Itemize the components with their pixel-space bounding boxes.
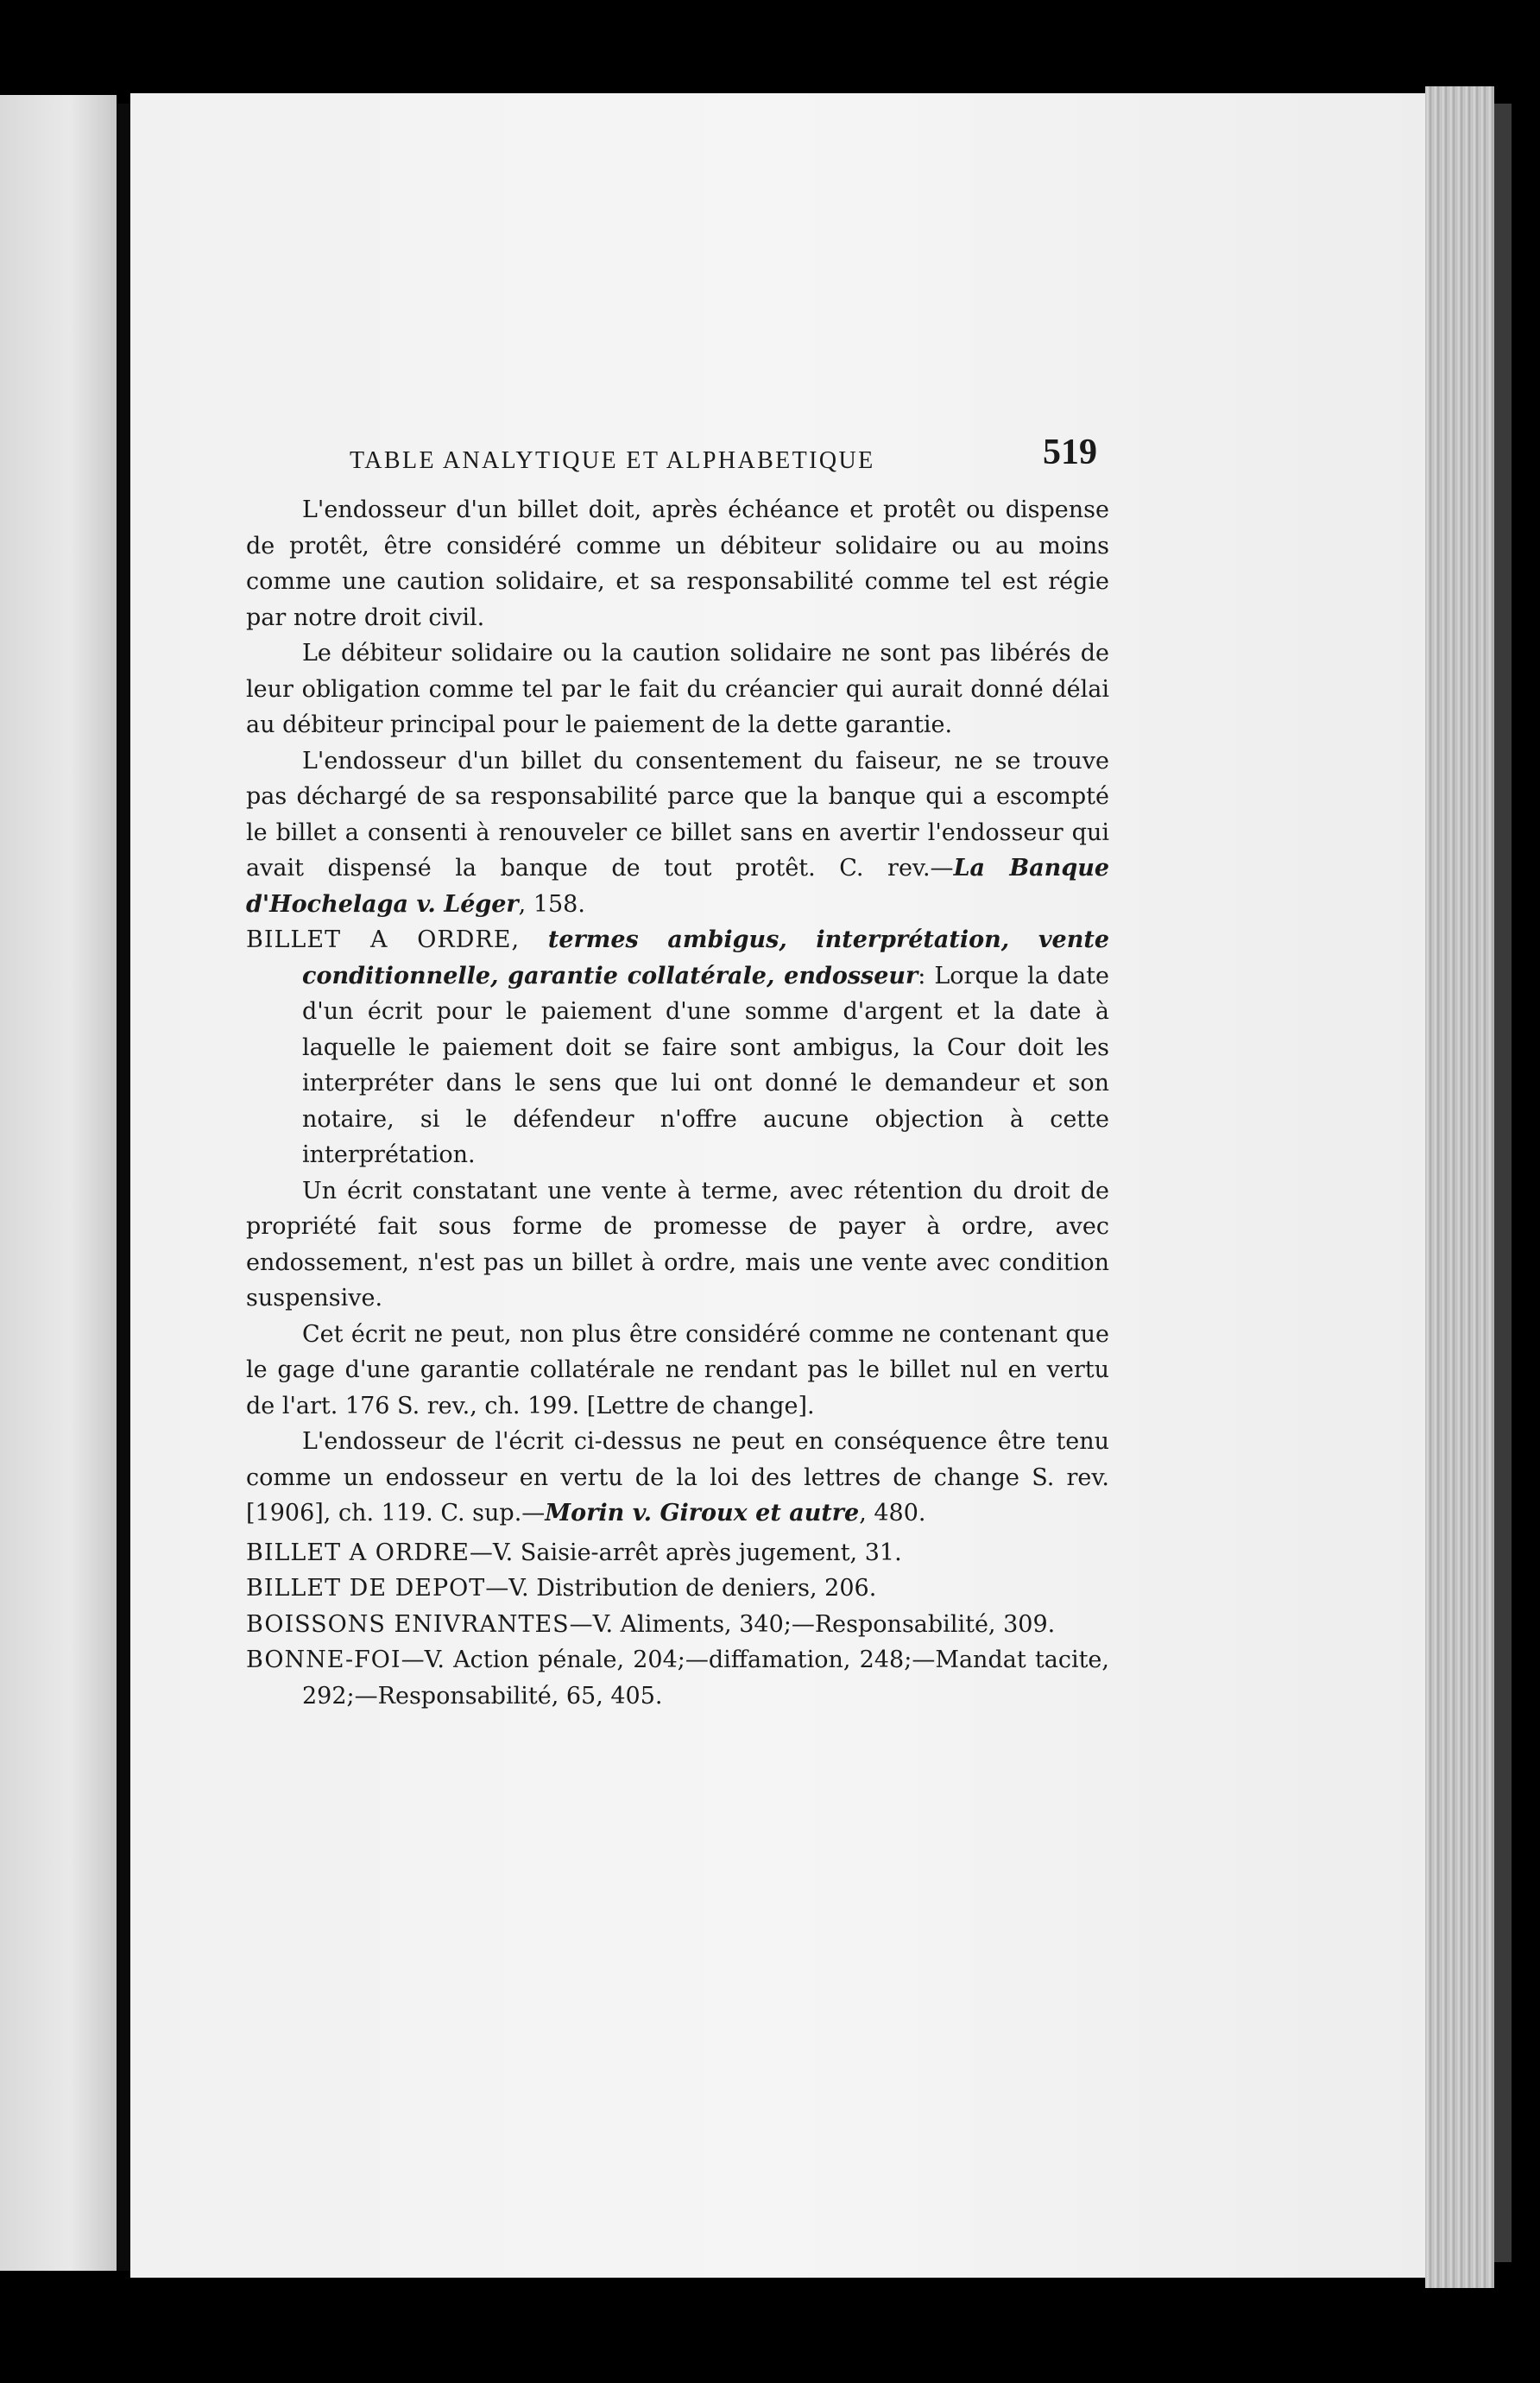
paragraph-debiteur-solidaire: Le débiteur solidaire ou la caution solidaire ne sont pas libérés de leur obligation comme tel par le fait du créancier qui aurait donné délai au débiteur principal pour le paiement de la dette garantie. bbox=[246, 640, 1109, 738]
page-header bbox=[246, 432, 1109, 492]
paragraph-garantie-collaterale: Cet écrit ne peut, non plus être considéré comme ne contenant que le gage d'une garantie collatérale ne rendant pas le billet nul en vertu de l'art. 176 S. rev., ch. 199. [Lettre de change]. bbox=[246, 1320, 1109, 1419]
paragraph-text: L'endosseur d'un billet du consentement du faiseur, ne se trouve pas déchargé de sa responsabilité parce que la banque qui a escompté le billet a consenti à renouveler ce billet sans en avertir l'endosseur qui avait dispensé la banque de tout protêt. C. rev.— bbox=[246, 747, 1109, 882]
entry-references: —V. Saisie-arrêt après jugement, 31. bbox=[469, 1539, 902, 1566]
paragraph-vente-a-terme: Un écrit constatant une vente à terme, avec rétention du droit de propriété fait sous forme de promesse de payer à ordre, avec endossement, n'est pas un billet à ordre, mais une vente avec condition suspensive. bbox=[246, 1177, 1109, 1312]
facing-page-edge bbox=[0, 95, 117, 2271]
entry-references: —V. Action pénale, 204;—diffamation, 248;—Mandat tacite, 292;—Responsabilité, 65, 405. bbox=[302, 1647, 1109, 1710]
index-entry bbox=[246, 1571, 1109, 1607]
index-entry bbox=[246, 1642, 1109, 1714]
book-edges bbox=[1425, 86, 1494, 2288]
paragraph-endosseur-solidaire: L'endosseur d'un billet doit, après échéance et protêt ou dispense de protêt, être considéré comme un débiteur solidaire ou au moins comme une caution solidaire, et sa responsabilité comme tel est régie par notre droit civil. bbox=[246, 496, 1109, 631]
paragraph-endosseur-consentement bbox=[246, 743, 1109, 923]
citation-reference: , 158. bbox=[518, 890, 585, 918]
index-entry bbox=[246, 1607, 1109, 1643]
index-entry-list bbox=[246, 1535, 1109, 1715]
entry-text: : Lorque la date d'un écrit pour le paiement d'une somme d'argent et la date à laquelle le paiement doit se faire sont ambigus, la Cour doit les interpréter dans le sens que lui ont donné le demandeur et son notaire, si le défendeur n'offre aucune objection à cette interprétation. bbox=[302, 962, 1110, 1168]
case-citation: La Banque d'Hochelaga v. Léger bbox=[246, 855, 1110, 918]
entry-heading: BONNE-FOI bbox=[246, 1647, 401, 1673]
book-gutter bbox=[117, 104, 130, 2271]
paragraph-endosseur-ecrit bbox=[246, 1424, 1109, 1532]
paragraph-text: L'endosseur de l'écrit ci-dessus ne peut en conséquence être tenu comme un endosseur en vertu de la loi des lettres de change S. rev. [1906], ch. 119. C. sup.— bbox=[246, 1428, 1109, 1527]
citation-reference: , 480. bbox=[859, 1500, 926, 1527]
edge-shadow bbox=[1494, 104, 1512, 2262]
entry-references: —V. Aliments, 340;—Responsabilité, 309. bbox=[569, 1610, 1056, 1638]
case-citation: Morin v. Giroux et autre bbox=[545, 1500, 860, 1527]
entry-billet-a-ordre bbox=[246, 922, 1109, 1173]
entry-heading: BILLET A ORDRE bbox=[246, 1539, 470, 1566]
index-entry bbox=[246, 1535, 1109, 1571]
running-title: TABLE ANALYTIQUE ET ALPHABETIQUE bbox=[350, 447, 875, 474]
page-text bbox=[246, 432, 1109, 1714]
page-number: 519 bbox=[1043, 433, 1097, 472]
entry-heading: BILLET DE DEPOT bbox=[246, 1575, 486, 1602]
entry-subject: termes ambigus, interprétation, vente conditionnelle, garantie collatérale, endosseur bbox=[302, 926, 1109, 989]
entry-references: —V. Distribution de deniers, 206. bbox=[485, 1575, 877, 1602]
entry-heading: BOISSONS ENIVRANTES bbox=[246, 1610, 570, 1638]
entry-heading: BILLET A ORDRE, bbox=[246, 926, 521, 953]
